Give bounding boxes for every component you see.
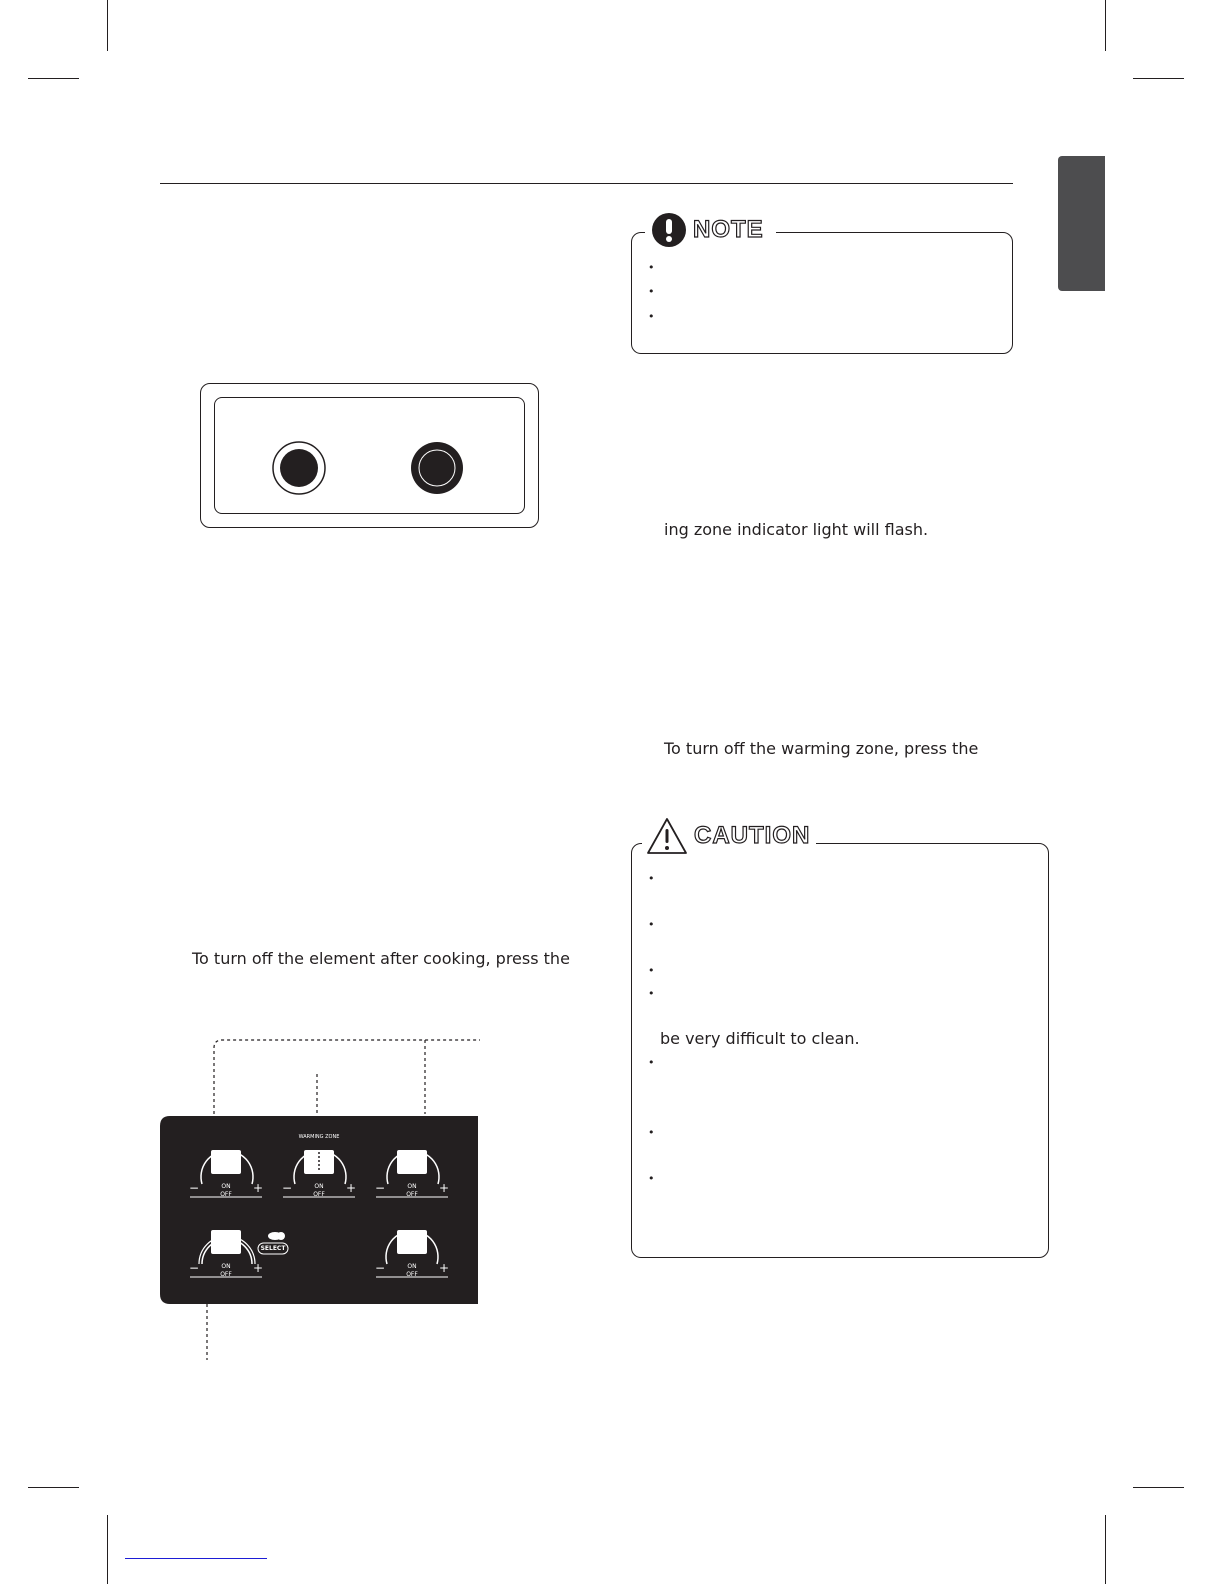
crop-mark bbox=[28, 1487, 79, 1488]
note-bullet: • bbox=[648, 261, 655, 274]
plus-label: + bbox=[439, 1181, 450, 1195]
caution-box bbox=[631, 843, 1049, 1258]
crop-mark bbox=[28, 78, 79, 79]
off-label: OFF bbox=[220, 1271, 232, 1278]
crop-mark bbox=[1105, 1515, 1106, 1584]
warming-off-text: To turn off the warming zone, press the bbox=[664, 739, 979, 758]
note-bullet: • bbox=[648, 285, 655, 298]
crop-mark bbox=[1133, 78, 1184, 79]
crop-mark bbox=[107, 1515, 108, 1584]
on-label: ON bbox=[221, 1263, 231, 1270]
on-label: ON bbox=[314, 1183, 324, 1190]
caution-bullet: • bbox=[648, 1172, 655, 1185]
note-title: NOTE bbox=[693, 216, 764, 243]
off-label: OFF bbox=[406, 1271, 418, 1278]
caution-bullet: • bbox=[648, 872, 655, 885]
caution-bullet: • bbox=[648, 964, 655, 977]
element-off-text: To turn off the element after cooking, press the bbox=[192, 949, 570, 968]
exclamation-icon bbox=[651, 212, 687, 248]
on-label: ON bbox=[221, 1183, 231, 1190]
plus-label: + bbox=[253, 1261, 264, 1275]
caution-bullet: • bbox=[648, 1056, 655, 1069]
note-box bbox=[631, 232, 1013, 354]
plus-label: + bbox=[346, 1181, 357, 1195]
header-rule bbox=[160, 183, 1013, 184]
off-label: OFF bbox=[313, 1191, 325, 1198]
caution-bullet: • bbox=[648, 1126, 655, 1139]
control-panel bbox=[160, 1116, 478, 1304]
warning-triangle-icon bbox=[646, 817, 688, 855]
caution-title: CAUTION bbox=[694, 822, 811, 849]
plus-label: + bbox=[439, 1261, 450, 1275]
caution-bullet: • bbox=[648, 918, 655, 931]
plus-label: + bbox=[253, 1181, 264, 1195]
caution-bullet: • bbox=[648, 987, 655, 1000]
left-knob-center bbox=[280, 449, 318, 487]
on-label: ON bbox=[407, 1263, 417, 1270]
caution-header bbox=[642, 814, 816, 858]
minus-label: − bbox=[375, 1261, 386, 1275]
warming-zone-label: WARMING ZONE bbox=[298, 1134, 340, 1140]
on-label: ON bbox=[407, 1183, 417, 1190]
caution-line: be very difficult to clean. bbox=[660, 1029, 860, 1048]
select-label: SELECT bbox=[260, 1245, 286, 1252]
minus-label: − bbox=[282, 1181, 293, 1195]
minus-label: − bbox=[189, 1181, 200, 1195]
crop-mark bbox=[1105, 0, 1106, 51]
note-header bbox=[645, 210, 776, 250]
off-label: OFF bbox=[220, 1191, 232, 1198]
knob-illustration-knobs bbox=[200, 383, 538, 527]
crop-mark bbox=[107, 0, 108, 51]
minus-label: − bbox=[375, 1181, 386, 1195]
bottom-link-underline[interactable] bbox=[125, 1558, 267, 1559]
note-bullet: • bbox=[648, 310, 655, 323]
minus-label: − bbox=[189, 1261, 200, 1275]
warming-flash-text: ing zone indicator light will flash. bbox=[664, 520, 929, 539]
off-label: OFF bbox=[406, 1191, 418, 1198]
language-tab bbox=[1058, 156, 1105, 291]
control-panel-illustration bbox=[150, 1030, 490, 1370]
crop-mark bbox=[1133, 1487, 1184, 1488]
